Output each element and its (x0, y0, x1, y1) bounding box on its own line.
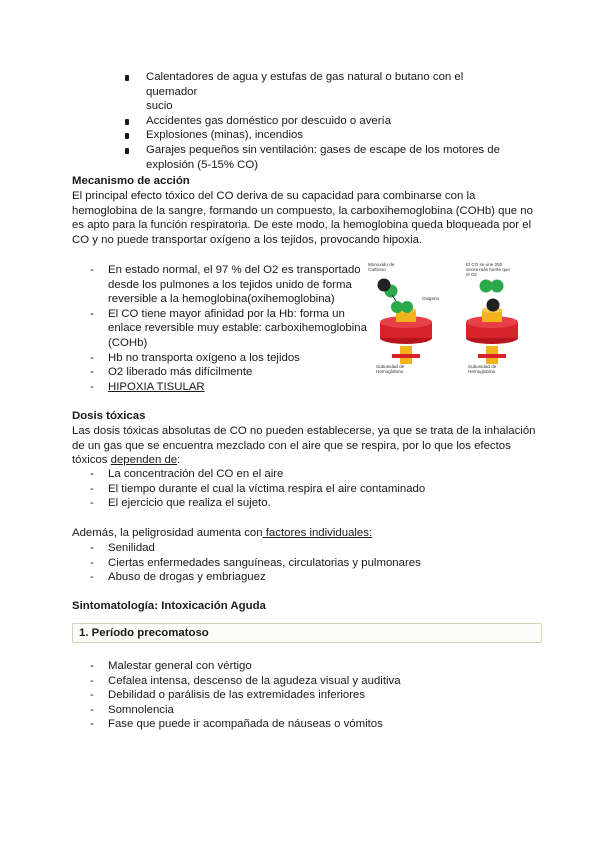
list-item: Accidentes gas doméstico por descuido o avería (146, 114, 516, 129)
sintomas-list (0, 659, 540, 732)
dosis-paragraph: Las dosis tóxicas absolutas de CO no pueden establecerse, ya que se trata de la inhalación de un gas que se encuentra mezclado con el aire que se respira, por lo que los efectos tóxicos dependen de: (72, 425, 536, 467)
list-item: Garajes pequeños sin ventilación: gases de escape de los motores de explosión (5-15% CO) (146, 143, 516, 172)
list-item: - HIPOXIA TISULAR (108, 380, 380, 395)
periodo-precomatoso-box (72, 623, 542, 643)
list-item: - El tiempo durante el cual la víctima respira el aire contaminado (90, 482, 426, 495)
list-item: - El ejercicio que realiza el sujeto. (90, 497, 271, 510)
source-bullet-list (0, 70, 600, 172)
mecanismo-list (0, 263, 380, 394)
bullet-icon (125, 119, 129, 125)
list-item: - Cefalea intensa, descenso de la agudeza visual y auditiva (90, 674, 401, 687)
figure-label-subunidad-left: Subunidad de Hemoglobina (376, 364, 405, 374)
list-item: - El CO tiene mayor afinidad por la Hb: forma un enlace reversible muy estable: carboxihemoglobina (COHb) (90, 307, 367, 349)
figure-label-co-affinity: El CO se une 250 veces más fuerte que el O2 (466, 262, 510, 277)
list-item: - Debilidad o parálisis de las extremidades inferiores (90, 689, 366, 702)
list-item: - En estado normal, el 97 % del O2 es transportado desde los pulmones a los tejidos unido de forma reversible a la hemoglobina(oxihemoglobina) (90, 264, 361, 306)
dosis-list (0, 467, 540, 511)
bullet-icon (125, 148, 129, 154)
figure-label-subunidad-right: Subunidad de Hemoglobina (468, 364, 497, 374)
list-item: - Hb no transporta oxígeno a los tejidos (90, 351, 300, 364)
section-title-dosis: Dosis tóxicas (72, 410, 146, 422)
periodo-precomatoso-title: 1. Período precomatoso (79, 627, 209, 639)
section-title-mecanismo: Mecanismo de acción (72, 175, 190, 187)
bullet-icon (125, 75, 129, 81)
list-item: - La concentración del CO en el aire (90, 468, 284, 480)
figure-label-co: Monoxido de Carbono (368, 262, 395, 272)
list-item: Calentadores de agua y estufas de gas natural o butano con el quemador sucio (146, 70, 516, 114)
list-item: - O2 liberado más difícilmente (90, 366, 253, 379)
list-item: - Ciertas enfermedades sanguíneas, circulatorias y pulmonares (90, 556, 421, 569)
list-item: - Fase que puede ir acompañada de náuseas o vómitos (90, 718, 383, 731)
left-receptor-icon (378, 279, 433, 365)
list-item: - Abuso de drogas y embriaguez (90, 571, 266, 584)
list-item: - Senilidad (90, 542, 155, 554)
hipoxia-tisular-text: HIPOXIA TISULAR (108, 380, 205, 393)
bullet-icon (125, 133, 129, 139)
hemoglobin-binding-figure (362, 258, 532, 388)
list-item: - Malestar general con vértigo (90, 660, 252, 672)
list-item: Explosiones (minas), incendios (146, 128, 516, 143)
figure-label-oxigeno: Oxigeno (422, 296, 440, 301)
mecanismo-paragraph: El principal efecto tóxico del CO deriva de su capacidad para combinarse con la hemoglobina de la sangre, formando un compuesto, la carboxihemoglobina (COHb) que no es apto para la función respiratoria. De este modo, la hemoglobina queda bloqueada por el CO y no puede transportar oxígeno a los tejidos, provocando hipoxia. (72, 190, 533, 246)
right-receptor-icon (466, 280, 518, 365)
list-item: - Somnolencia (90, 703, 174, 716)
section-title-sintomatologia: Sintomatología: Intoxicación Aguda (72, 600, 266, 612)
ademas-line: Además, la peligrosidad aumenta con factores individuales: (72, 527, 373, 539)
factores-list (0, 541, 540, 585)
